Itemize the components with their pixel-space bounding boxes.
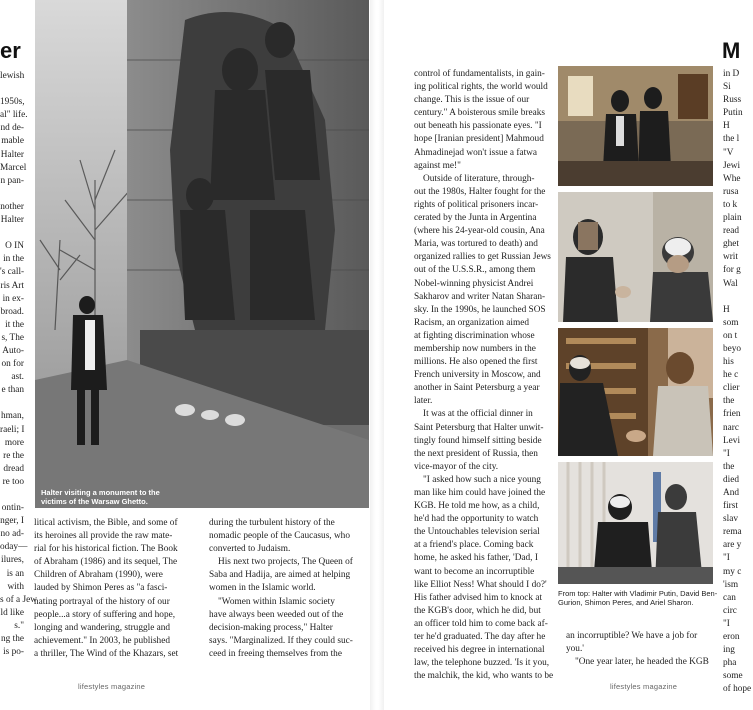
text-line: ing [723,645,735,656]
text-line: eron [723,632,740,643]
text-line: read [723,226,739,237]
text-line: an officer told him to come back af- [414,618,548,629]
text-line: ast. [11,372,24,383]
text-line: "One year later, he headed the KGB [575,657,709,668]
text-line: narc [723,422,739,433]
text-line: His father advised him to knock at [414,592,543,603]
text-line: control of fundamentalists, in gain- [414,69,545,79]
text-line: Nobel-winning physicist Andrei [414,278,534,289]
text-line: rusa [723,186,739,197]
text-line: 's call- [0,267,25,278]
halter-with-ben-gurion-photo [558,192,713,322]
text-line: Children of Abraham (1990), were [34,570,163,581]
halter-with-peres-photo [558,328,713,456]
text-line [0,83,24,96]
right-margin-text-column [723,68,753,697]
text-line: in the [3,254,24,265]
warsaw-ghetto-monument-photo [35,0,369,508]
text-line: His next two projects, The Queen of [218,557,353,568]
text-line: you.' [566,644,584,655]
text-line: hope [Iranian president] Mahmoud [414,134,544,145]
text-line: have always been weeded out of the [209,609,344,620]
text-line: rema [723,527,742,538]
text-line: Maria, was tortured to death) and [414,239,538,250]
halter-with-putin-photo [558,66,713,186]
text-line: are y [723,540,742,551]
text-line: re too [2,476,24,487]
text-line: raeli; I [0,424,25,435]
text-line: membership now numbers in the [414,343,536,354]
text-line: change. This is the issue of our [414,95,530,106]
text-line [0,227,24,240]
text-line: ter he'd graduated. The day after he [414,632,546,643]
text-line: in D [723,69,740,79]
text-line: home, he asked his father, 'Dad, I [414,553,538,564]
text-line: dread [3,463,24,474]
text-line: another in Saint Petersburg a year [414,383,540,394]
text-line: re the [3,450,24,461]
text-line: lewish [0,71,25,81]
text-line: Wal [723,278,738,289]
text-line: on for [1,359,24,370]
text-line: Whe [723,173,741,184]
text-line: s." [14,620,24,631]
text-line: hman, [1,411,24,422]
text-line: Halter [0,215,24,226]
text-line: ing political rights, the world would [414,82,548,93]
text-line: decision-making process," Halter [209,622,333,633]
text-line: al" life. [0,110,28,121]
text-line: Saint Petersburg that Halter unwit- [414,422,544,433]
halter-with-sharon-photo [558,462,713,584]
right-footer: lifestyles magazine [610,682,678,691]
text-line: is po- [3,647,24,658]
halter-putin-image [558,66,713,186]
text-line: ceed in freeing themselves from the [209,648,342,659]
halter-ben-gurion-image [558,192,713,322]
text-line: ris Art [0,280,24,291]
text-line: 1950s, [0,97,25,108]
text-line: the l [723,134,740,145]
text-line: nd de- [0,123,24,134]
text-line: "I asked how such a nice young [423,474,541,485]
text-line: s of a Jew [0,594,37,605]
text-line: he'd had the opportunity to watch [414,514,539,525]
text-line: organized rallies to get Russian Jews [414,252,551,263]
text-line: Russ [723,95,742,106]
text-line: its heroines all provide the raw mate- [34,531,173,542]
text-line: ilures, [1,555,24,566]
text-line [723,291,753,304]
text-line: vice-mayor of the city. [414,461,499,472]
text-line: n pan- [0,175,24,186]
left-body-column-2 [34,517,197,661]
text-line: Outside of literature, through- [423,173,535,184]
text-line: e than [1,385,24,396]
text-line: rights of political prisoners incar- [414,199,539,210]
text-line: lauded by Shimon Peres as "a fasci- [34,583,168,594]
text-line: later. [414,396,433,407]
text-line: H [723,304,730,315]
text-line: died [723,474,740,485]
halter-sharon-image [558,462,713,584]
text-line: can [723,592,736,603]
text-line: writ [723,252,738,263]
text-line: ng the [1,634,24,645]
left-page-heading: er [0,38,21,63]
text-line: a thriller, The Wind of the Khazars, set [34,648,179,659]
text-line: my c [723,566,742,577]
text-line: Racism, an organization aimed [414,317,529,328]
text-line: s, The [1,332,24,343]
text-line: Levi [723,435,741,446]
text-line: (where his 24-year-old cousin, Ana [414,226,545,237]
text-line: Marcel [0,162,27,173]
text-line: Jewi [723,160,741,171]
text-line: It was at the official dinner in [423,409,533,420]
text-line: nother [0,201,24,212]
right-photo-caption: From top: Halter with Vladimir Putin, David Ben-Gurion, Shimon Peres, and Ariel Sharon. [558,589,718,607]
text-line: of hope [723,684,752,695]
text-line: achievement." In 2003, he published [34,635,170,646]
text-line: with [7,581,24,592]
right-body-column-2 [566,630,714,669]
text-line: sky. In the 1990s, he launched SOS [414,304,546,315]
right-body-column-1 [414,68,554,683]
text-line: O IN [5,241,24,252]
text-line: French university in Moscow, and [414,370,541,381]
text-line [0,489,24,502]
text-line: clier [723,383,740,394]
monument-photo-caption: Halter visiting a monument to the victims of the Warsaw Ghetto. [41,488,160,506]
text-line: "V [723,147,734,158]
text-line: KGB. He told me how, as a child, [414,501,540,512]
text-line: like Elliot Ness! What should I do?' [414,579,547,590]
text-line: century." A boisterous smile breaks [414,108,546,119]
left-margin-text-column [0,70,37,659]
text-line: rial for his historical fiction. The Book [34,544,178,555]
text-line: man like him could have joined the [414,488,546,498]
text-line: people...a story of suffering and hope, [34,609,176,620]
text-line: Halter [0,149,24,160]
text-line: millions. He also opened the first [414,357,538,368]
text-line: longing and wandering, struggle and [34,622,171,633]
text-line: nomadic people of the Caucasus, who [209,531,350,542]
text-line: ghet [723,239,740,250]
text-line: "Women within Islamic society [218,596,335,607]
text-line: says. "Marginalized. If they could suc- [209,635,353,646]
text-line: nger, I [0,516,24,527]
text-line: the [723,396,735,407]
text-line: for g [723,265,741,276]
text-line: some [723,671,743,682]
text-line: first [723,501,738,512]
text-line: out of the U.S.S.R., among them [414,265,536,276]
text-line: som [723,317,739,328]
text-line: against me!" [414,160,461,171]
text-line: received his degree in international [414,645,545,656]
text-line: beyo [723,343,742,354]
text-line: Auto- [2,345,24,356]
text-line: women in the Islamic world. [209,583,316,594]
text-line: slav [723,514,738,525]
text-line: broad. [0,306,24,317]
left-body-column-3 [209,517,367,661]
text-line: law, the telephone buzzed. 'Is it you, [414,658,550,669]
text-line: converted to Judaism. [209,544,291,555]
text-line: want to become an incorruptible [414,566,535,577]
text-line: oday— [0,542,28,553]
text-line: "I [723,553,730,564]
text-line: in ex- [2,293,24,304]
text-line: his [723,357,734,368]
left-footer: lifestyles magazine [78,682,146,691]
right-page-heading: M [722,38,741,63]
text-line: during the turbulent history of the [209,518,335,528]
text-line: out the 1980s, Halter fought for the [414,186,546,197]
text-line: of Abraham (1986) and its sequel, The [34,557,178,568]
text-line: the malchik, the kid, who wants to be [414,671,554,682]
text-line: the Untouchables television serial [414,527,540,538]
text-line: at a friend's place. Coming back [414,540,534,551]
text-line: litical activism, the Bible, and some of [34,518,178,528]
text-line: no ad- [0,529,24,540]
text-line: on t [723,330,738,341]
text-line: it the [5,319,24,330]
text-line: out beneath his passionate eyes. "I [414,121,542,132]
text-line: And [723,488,740,498]
text-line: nating portrayal of the history of our [34,596,170,607]
text-line: the [723,461,735,472]
text-line: plain [723,213,742,224]
text-line: ld like [0,607,24,618]
text-line: Putin [723,108,743,119]
text-line: the next president of Russia, then [414,448,538,459]
warsaw-ghetto-monument-image [35,0,369,508]
text-line: more [4,437,24,448]
text-line: H [723,121,730,132]
text-line: at fighting discrimination whose [414,330,535,341]
text-line: Saba and Hadija, are aimed at helping [209,570,351,581]
text-line: 'ism [723,579,739,590]
text-line: Si [723,82,731,93]
text-line: an incorruptible? We have a job for [566,631,698,641]
text-line: frien [723,409,741,420]
text-line: Ahmadinejad won't issue a fatwa [414,147,538,158]
text-line: mable [1,136,24,147]
text-line: pha [723,658,737,669]
text-line: is an [6,568,24,579]
halter-peres-image [558,328,713,456]
text-line: tingly found himself sitting beside [414,435,542,446]
page-gutter [370,0,384,710]
text-line: he c [723,370,739,381]
text-line: "I [723,618,730,629]
text-line: circ [723,605,737,616]
text-line [0,397,24,410]
text-line: the KGB's door, which he did, but [414,605,541,616]
text-line: ontin- [1,503,24,514]
text-line: Sakharov and writer Natan Sharan- [414,291,546,302]
text-line: cerated by the Junta in Argentina [414,213,537,224]
text-line [0,188,24,201]
text-line: "I [723,448,730,459]
text-line: to k [723,199,738,210]
